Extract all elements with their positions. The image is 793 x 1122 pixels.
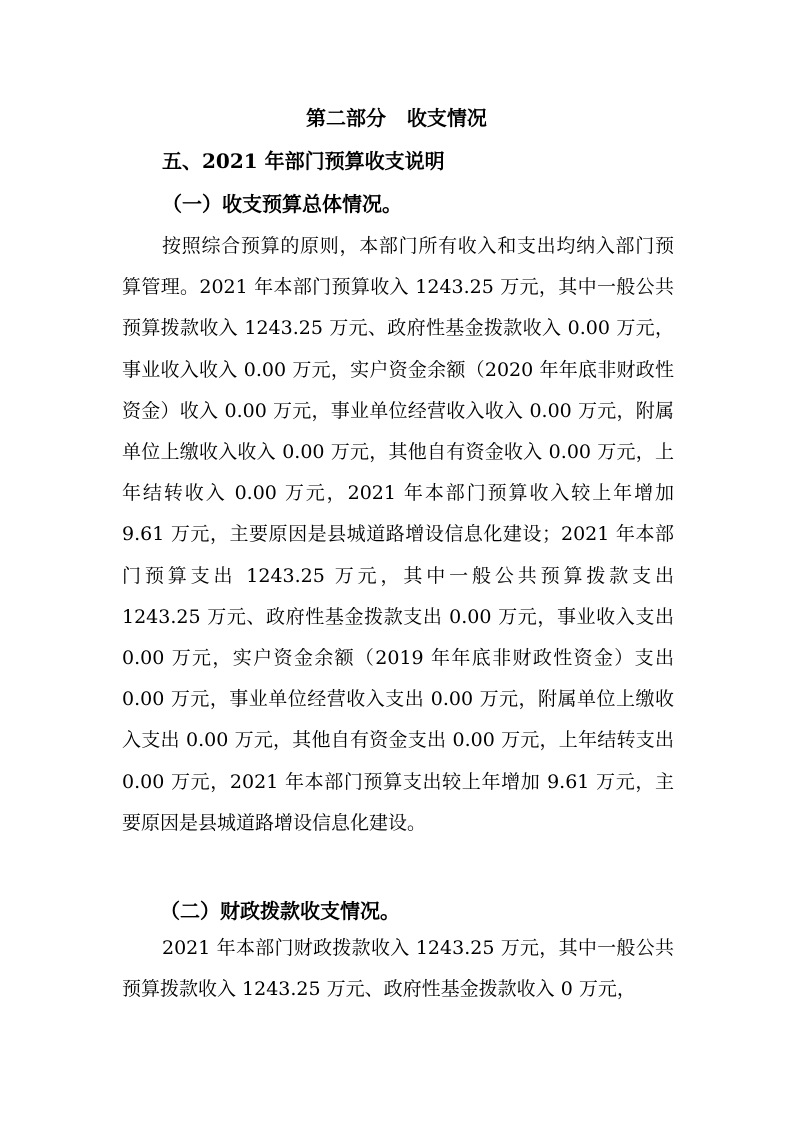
section-heading-five: 五、2021 年部门预算收支说明 [162, 149, 445, 173]
part-title: 第二部分 收支情况 [306, 106, 487, 130]
budget-overview-paragraph: 按照综合预算的原则，本部门所有收入和支出均纳入部门预算管理。2021 年本部门预算收入 1243.25 万元，其中一般公共预算拨款收入 1243.25 万元、政府性基金拨款收入 0.00 万元，事业收入收入 0.00 万元，实户资金余额（2020 年年底非财政性资金）收入 0.00 万元，事业单位经营收入收入 0.00 万元，附属单位上缴收入收入 0.00 万元，其他自有资金收入 0.00 万元，上年结转收入 0.00 万元，2021 年本部门预算收入较上年增加 9.61 万元，主要原因是县城道路增设信息化建设；2021 年本部门预算支出 1243.25 万元，其中一般公共预算拨款支出 1243.25 万元、政府性基金拨款支出 0.00 万元，事业收入支出 0.00 万元，实户资金余额（2019 年年底非财政性资金）支出 0.00 万元，事业单位经营收入支出 0.00 万元，附属单位上缴收入支出 0.00 万元，其他自有资金支出 0.00 万元，上年结转支出 0.00 万元，2021 年本部门预算支出较上年增加 9.61 万元，主要原因是县城道路增设信息化建设。 [122, 235, 674, 834]
fiscal-allocation-paragraph: 2021 年本部门财政拨款收入 1243.25 万元，其中一般公共预算拨款收入 1243.25 万元、政府性基金拨款收入 0 万元， [122, 937, 674, 1001]
subsection-heading-two: （二）财政拨款收支情况。 [160, 899, 400, 923]
subsection-heading-one: （一）收支预算总体情况。 [162, 192, 402, 216]
